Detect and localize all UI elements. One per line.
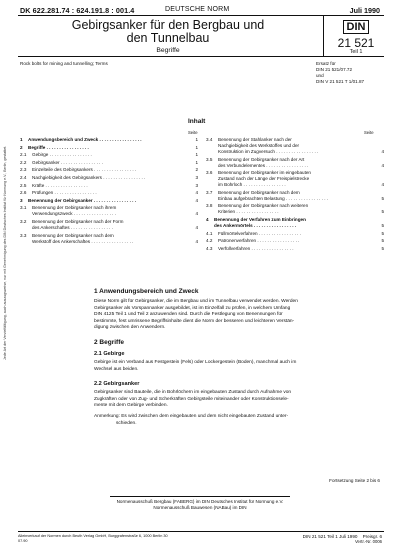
toc-entry-page: 4 [381,182,384,188]
toc-entry-title: Benennung der Stahlanker nach der [218,137,292,142]
toc-entry-title: Kräfte . . . . . . . . . . . . . . . . . [32,182,88,188]
committee-block [112,499,288,519]
section-2-1-text [94,360,390,373]
issue-date: Juli 1990 [349,6,380,15]
continuation-note: Fortsetzung Seite 2 bis 6 [329,478,380,483]
toc-entry-title: Einbau aufgebrachten Belastung . . . . . . . . . . . . . . . . . [218,195,329,201]
replacement-line-1: Ersatz für [316,61,336,66]
section-1-text [94,299,390,332]
header-rule [18,15,384,16]
section-1-line: digung zwischen den Anwendern. [94,325,166,331]
section-1-heading: 1 Anwendungsbereich und Zweck [94,288,199,295]
toc-entry-title: Benennung der Gebirgsanker nach der Art [218,156,305,162]
toc-entry-page: 3 [195,175,198,180]
toc-entry-title: Werkstoff des Ankerschaftes . . . . . . . . . . . . . . . . . [32,238,134,244]
toc-entry-title: Benennung der Gebirgsanker nach weiteren [218,203,309,209]
toc-entry-number: 4 [206,217,209,222]
toc-entry-number: 2.4 [20,175,27,180]
committee-line-1: Normenausschuß Bergbau (FABERG) im DIN Deutsches Institut für Normung e.V. [116,499,284,504]
toc-entry-page: 4 [381,149,384,154]
toc-entry-number: 3.3 [20,232,27,238]
toc-entry-title: Benennung der Gebirgsanker im eingebauten [218,170,311,176]
toc-entry-page: 4 [195,211,198,217]
footer-code: 07.90 [18,538,28,543]
committee-rule-top [110,496,290,497]
footer-vertr: Vertr.-Nr. 0006 [355,539,382,544]
toc-entry-page: 5 [381,245,384,251]
toc-entry-number: 3.1 [20,205,27,211]
toc-entry-title: Füllmörtelverfahren . . . . . . . . . . . . . . . . . [218,230,301,236]
section-2-2-line: mente mit dem Gebirge verbinden. [94,403,168,409]
toc-entry-number: 4.1 [206,230,213,236]
section-2-1-line: Gebirge ist ein Verband aus Festgestein (Fels) oder Lockergestein (Boden), manchmal auch im [94,360,297,365]
toc-entry-page: 4 [381,162,384,168]
toc-entry-number: 4.2 [206,238,213,244]
toc-entry-title: Begriffe . . . . . . . . . . . . . . . . . [28,144,89,150]
anmerkung-text [94,414,390,427]
replacement-line-2: DIN 21 521/07.72 [316,67,353,72]
toc-entry-number: 3.7 [206,189,213,195]
section-2-2-text [94,390,390,410]
toc-entry-page: 5 [381,195,384,201]
toc-entry-title: Gebirge . . . . . . . . . . . . . . . . . [32,152,92,158]
toc-entry-page: 4 [195,190,198,196]
din-number-block [328,17,384,55]
toc-entry-page: 1 [195,159,198,165]
toc-entry-number: 3.8 [206,203,213,209]
toc-entry-title: Prüfungen . . . . . . . . . . . . . . . . . [32,190,97,196]
toc-entry-number: 3.6 [206,170,213,176]
din-number: 21 521 [337,36,375,50]
english-title: Rock bolts for mining and tunnelling; Terms [20,61,108,66]
footer-sales-note: Alleinverkauf der Normen durch Beuth Verlag GmbH, Burggrafenstraße 6, 1000 Berlin 30 [18,534,168,538]
toc-entry-title: Einzelteile des Gebirgsankers . . . . . . . . . . . . . . . . . [32,167,137,173]
footer-rule [18,531,384,532]
title-line-2: den Tunnelbau [126,31,210,45]
din-logo: DIN [343,20,370,34]
toc-entry-title: des Ankerschaftes . . . . . . . . . . . . . . . . . [32,225,113,230]
footer-right [303,534,382,544]
toc-entry-title: Anwendungsbereich und Zweck . . . . . . . . . . . . . . . . . [28,137,142,142]
classification-code: DK 622.281.74 : 624.191.8 : 001.4 [20,6,135,15]
toc-entry-title: des Verbundelementes . . . . . . . . . . . . . . . . . [218,162,309,168]
title-divider [323,16,324,56]
toc-entry-page: 4 [195,197,198,203]
side-copyright-text: Jede Art der Vervielfältigung, auch auszugsweise, nur mit Genehmigung des DIN Deutsches Institut für Normung e.V., Berlin, gestattet. [3,145,7,360]
toc-entry-title: Verwendungszweck . . . . . . . . . . . . . . . . . [32,211,116,217]
toc-entry-title: Benennung der Gebirgsanker nach ihrem [32,205,117,211]
toc-entry-title: Nachgiebigkeit des Werkstoffes und der [218,143,300,148]
toc-entry-page: 5 [381,223,384,228]
toc-entry-number: 3 [20,197,23,203]
footer-reference: DIN 21 521 Teil 1 Juli 1990 [302,534,358,539]
toc-entry-title: Verfüllverfahren . . . . . . . . . . . . . . . . . [218,245,294,251]
toc-entry-title: Gebirgsanker . . . . . . . . . . . . . . . . . [32,159,103,165]
title-block [18,17,318,55]
toc-entry-number: 1 [20,137,23,142]
toc-entry-number: 2.6 [20,190,27,196]
toc-entry-number: 2 [20,144,23,150]
anmerkung-line: Anmerkung: Es wird zwischen dem eingebauten und dem nicht eingebauten Zustand unter- [94,414,289,419]
toc-entry-title: Zustand nach der Länge der Freispielstrecke [218,176,310,182]
section-2-2-line: Zugkräften oder von Zug- und Scherkräften Gebirgsteile miteinander oder Konstruktionsele- [94,396,289,402]
section-1-line: Diese Norm gilt für Gebirgsanker, die im Bergbau und im Tunnelbau verwendet werden. Werden [94,299,298,304]
toc-seite-label-left: Seite [188,130,198,135]
section-2-heading: 2 Begriffe [94,339,124,346]
section-2-1-line: Wechsel aus beiden. [94,366,139,372]
din-part: Teil 1 [349,49,363,55]
toc-entry-page: 1 [195,144,198,150]
toc-entry-page: 1 [195,137,198,142]
toc-entry-page: 5 [381,230,384,236]
section-1-line: bestimmte, fest umrissene Begriffsinhalte dient die Norm der besseren und leichteren Verstän- [94,318,295,324]
footer-price-group: Preisgr. 6 [362,534,382,539]
replacement-line-4: DIN V 21 521 T 1/01.87 [316,79,365,84]
toc-entry-number: 3.5 [206,156,213,162]
section-2-2-heading: 2.2 Gebirgsanker [94,381,140,387]
toc-heading: Inhalt [188,118,206,125]
section-2-2-line: Gebirgsanker sind Bauteile, die in Bohrlöchern im eingebauten Zustand durch Aufnahme von [94,390,292,395]
toc-entry-number: 2.3 [20,167,27,173]
footer-left [18,534,168,543]
toc-entry-number: 2.2 [20,159,27,165]
toc-entry-page: 3 [195,182,198,188]
toc-entry-number: 3.4 [206,137,213,142]
toc-entry-title: Kriterien . . . . . . . . . . . . . . . . . [218,209,279,215]
toc-entry-title: Benennung der Gebirgsanker nach der Form [32,219,124,224]
toc-entry-title: Nachgiebigkeit des Gebirgsankers . . . . . . . . . . . . . . . . . [32,175,146,180]
toc-entry-title: Benennung der Gebirgsanker . . . . . . . . . . . . . . . . . [28,197,136,203]
toc-entry-page: 2 [195,167,198,173]
toc-entry-title: Patronenverfahren . . . . . . . . . . . . . . . . . [218,238,300,244]
publisher-label: DEUTSCHE NORM [165,6,230,13]
replacement-line-3: und [316,73,324,78]
toc-entry-title: des Ankermörtels . . . . . . . . . . . . . . . . . [214,223,297,228]
toc-entry-title: im Bohrloch . . . . . . . . . . . . . . . . . [218,182,286,188]
toc-entry-title: Konstruktion im Zugversuch . . . . . . . . . . . . . . . . . [218,149,319,154]
title-subtitle: Begriffe [156,47,180,54]
toc-entry-page: 5 [381,209,384,215]
toc-entry-title: Benennung der Gebirgsanker nach dem [218,189,300,195]
toc-entry-title: Benennung der Verfahren zum Einbringen [214,217,306,222]
committee-line-2: Normenausschuß Bauwesen (NABau) im DIN [153,505,247,510]
toc-entry-number: 2.1 [20,152,27,158]
toc-entry-page: 5 [381,238,384,244]
anmerkung-line: schieden. [116,420,137,426]
section-1-line: DIN 4125 Teil 1 und Teil 2 anzuwenden sind. Durch die Festlegung von Benennungen für [94,312,283,318]
toc-entry-number: 3.2 [20,219,27,224]
toc-entry-number: 2.5 [20,182,27,188]
title-bottom-rule [18,56,384,57]
toc-entry-number: 4.3 [206,245,213,251]
toc-entry-page: 4 [195,225,198,230]
toc-entry-title: Benennung der Gebirgsanker nach dem [32,232,114,238]
replacement-note [316,61,364,85]
toc-seite-label-right: Seite [364,130,374,135]
section-1-line: Gebirgsanker als Vorspannanker ausgebildet, ist im Einzelfall zu prüfen, in welchem Umfang [94,305,291,311]
side-copyright-note [3,145,11,360]
toc-entry-page: 1 [195,152,198,158]
section-2-1-heading: 2.1 Gebirge [94,351,125,357]
title-line-1: Gebirgsanker für den Bergbau und [71,18,265,32]
toc-entry-page: 4 [195,238,198,244]
